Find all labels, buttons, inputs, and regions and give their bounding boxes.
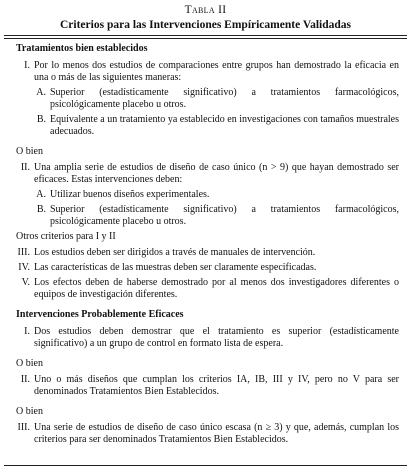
criterion-IIA	[34, 189, 399, 201]
probable-criterion-I	[16, 326, 399, 350]
criterion-text: Las características de las muestras deben ser claramente especificadas.	[34, 262, 317, 273]
criterion-text: Utilizar buenos diseños experimentales.	[50, 189, 210, 200]
criterion-III	[16, 247, 399, 259]
criterion-text: Una serie de estudios de diseño de caso único escasa (n ≥ 3) y que, además, cumplan los criterios para ser denominados Tratamientos Bien Establecidos.	[34, 422, 399, 445]
criterion-number: I.	[24, 326, 30, 337]
criterion-letter: B.	[36, 114, 46, 125]
criterion-number: III.	[17, 247, 30, 258]
criterion-number: II.	[20, 162, 30, 173]
criterion-IIB	[34, 204, 399, 228]
criterion-text: Dos estudios deben demostrar que el tratamiento es superior (estadísticamente significativo) a un grupo de control en formato lista de espera.	[34, 326, 399, 349]
probable-criterion-II	[16, 374, 399, 398]
table-body	[16, 43, 399, 449]
criterion-IA	[34, 87, 399, 111]
criterion-V	[16, 277, 399, 301]
criterion-text: Uno o más diseños que cumplan los criterios IA, IB, III y IV, pero no V para ser denominados Tratamientos Bien Establecidos.	[34, 374, 399, 397]
criterion-letter: B.	[36, 204, 46, 215]
criterion-number: II.	[20, 374, 30, 385]
top-rule	[4, 35, 407, 36]
criterion-number: IV.	[18, 262, 30, 273]
or-connector: O bien	[16, 406, 43, 417]
criterion-text: Superior (estadísticamente significativo) a tratamientos farmacológicos, psicológicamente placebo u otros.	[50, 87, 399, 110]
criterion-text: Los estudios deben ser dirigidos a través de manuales de intervención.	[34, 247, 316, 258]
criterion-text: Por lo menos dos estudios de comparaciones entre grupos han demostrado la eficacia en una o más de las siguientes maneras:	[34, 60, 399, 83]
criterion-number: V.	[21, 277, 30, 288]
table-title: Criterios para las Intervenciones Empíricamente Validadas	[60, 19, 351, 31]
section-heading-probable: Intervenciones Probablemente Eficaces	[16, 309, 184, 320]
criterion-number: I.	[24, 60, 30, 71]
criterion-II	[16, 162, 399, 186]
section-heading-established: Tratamientos bien establecidos	[16, 43, 148, 54]
top-rule-thin	[4, 38, 407, 39]
criterion-letter: A.	[36, 87, 46, 98]
criterion-I	[16, 60, 399, 84]
criterion-letter: A.	[36, 189, 46, 200]
criterion-text: Los efectos deben de haberse demostrado por al menos dos investigadores diferentes o equipos de investigación diferentes.	[34, 277, 399, 300]
table-caption: Tabla II	[184, 4, 227, 16]
other-criteria-label: Otros criterios para I y II	[16, 231, 116, 242]
probable-criterion-III	[16, 422, 399, 446]
criterion-text: Una amplia serie de estudios de diseño de caso único (n > 9) que hayan demostrado ser eficaces. Estas intervenciones deben:	[34, 162, 399, 185]
criterion-text: Superior (estadísticamente significativo) a tratamientos farmacológicos, psicológicamente placebo u otros.	[50, 204, 399, 227]
bottom-rule	[4, 465, 407, 466]
criterion-IV	[16, 262, 399, 274]
or-connector: O bien	[16, 146, 43, 157]
criterion-number: III.	[17, 422, 30, 433]
or-connector: O bien	[16, 358, 43, 369]
criterion-IB	[34, 114, 399, 138]
criterion-text: Equivalente a un tratamiento ya establecido en investigaciones con tamaños muestrales adecuados.	[50, 114, 399, 137]
